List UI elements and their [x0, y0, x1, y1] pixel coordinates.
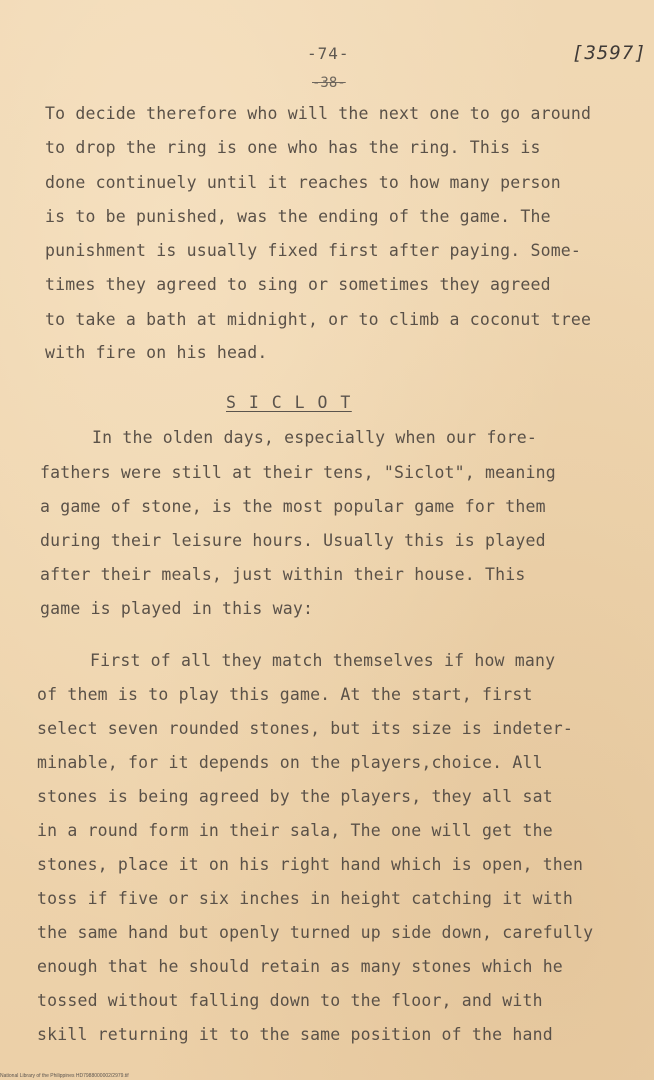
old-page-number: -38-	[312, 75, 346, 91]
text-line: after their meals, just within their house. This	[40, 565, 526, 584]
text-line: fathers were still at their tens, "Siclot", meaning	[40, 463, 556, 482]
text-line: In the olden days, especially when our fore-	[92, 428, 538, 447]
section-heading: S I C L O T	[226, 393, 352, 412]
archive-number: [3597]	[572, 42, 647, 64]
text-line: times they agreed to sing or sometimes they agreed	[45, 275, 551, 294]
text-line: with fire on his head.	[45, 343, 268, 362]
text-line: stones, place it on his right hand which is open, then	[37, 855, 584, 874]
text-line: stones is being agreed by the players, they all sat	[37, 787, 553, 806]
text-line: the same hand but openly turned up side down, carefully	[37, 923, 594, 942]
text-line: skill returning it to the same position of the hand	[37, 1025, 553, 1044]
text-line: is to be punished, was the ending of the game. The	[45, 207, 551, 226]
text-line: during their leisure hours. Usually this is played	[40, 531, 546, 550]
text-line: enough that he should retain as many stones which he	[37, 957, 563, 976]
page-number: -74-	[307, 44, 350, 63]
footer-caption: National Library of the Philippines HD7988000002/2979.tif	[0, 1073, 129, 1079]
text-line: First of all they match themselves if how many	[90, 651, 556, 670]
text-line: toss if five or six inches in height catching it with	[37, 889, 574, 908]
text-line: punishment is usually fixed first after paying. Some-	[45, 241, 582, 260]
text-line: game is played in this way:	[40, 599, 314, 618]
text-line: to take a bath at midnight, or to climb a coconut tree	[45, 310, 592, 329]
text-line: a game of stone, is the most popular game for them	[40, 497, 546, 516]
text-line: minable, for it depends on the players,choice. All	[37, 753, 543, 772]
text-line: tossed without falling down to the floor, and with	[37, 991, 543, 1010]
text-line: select seven rounded stones, but its size is indeter-	[37, 719, 574, 738]
text-line: to drop the ring is one who has the ring. This is	[45, 138, 541, 157]
text-line: To decide therefore who will the next one to go around	[45, 104, 592, 123]
text-line: of them is to play this game. At the start, first	[37, 685, 533, 704]
text-line: in a round form in their sala, The one will get the	[37, 821, 553, 840]
text-line: done continuely until it reaches to how many person	[45, 173, 561, 192]
